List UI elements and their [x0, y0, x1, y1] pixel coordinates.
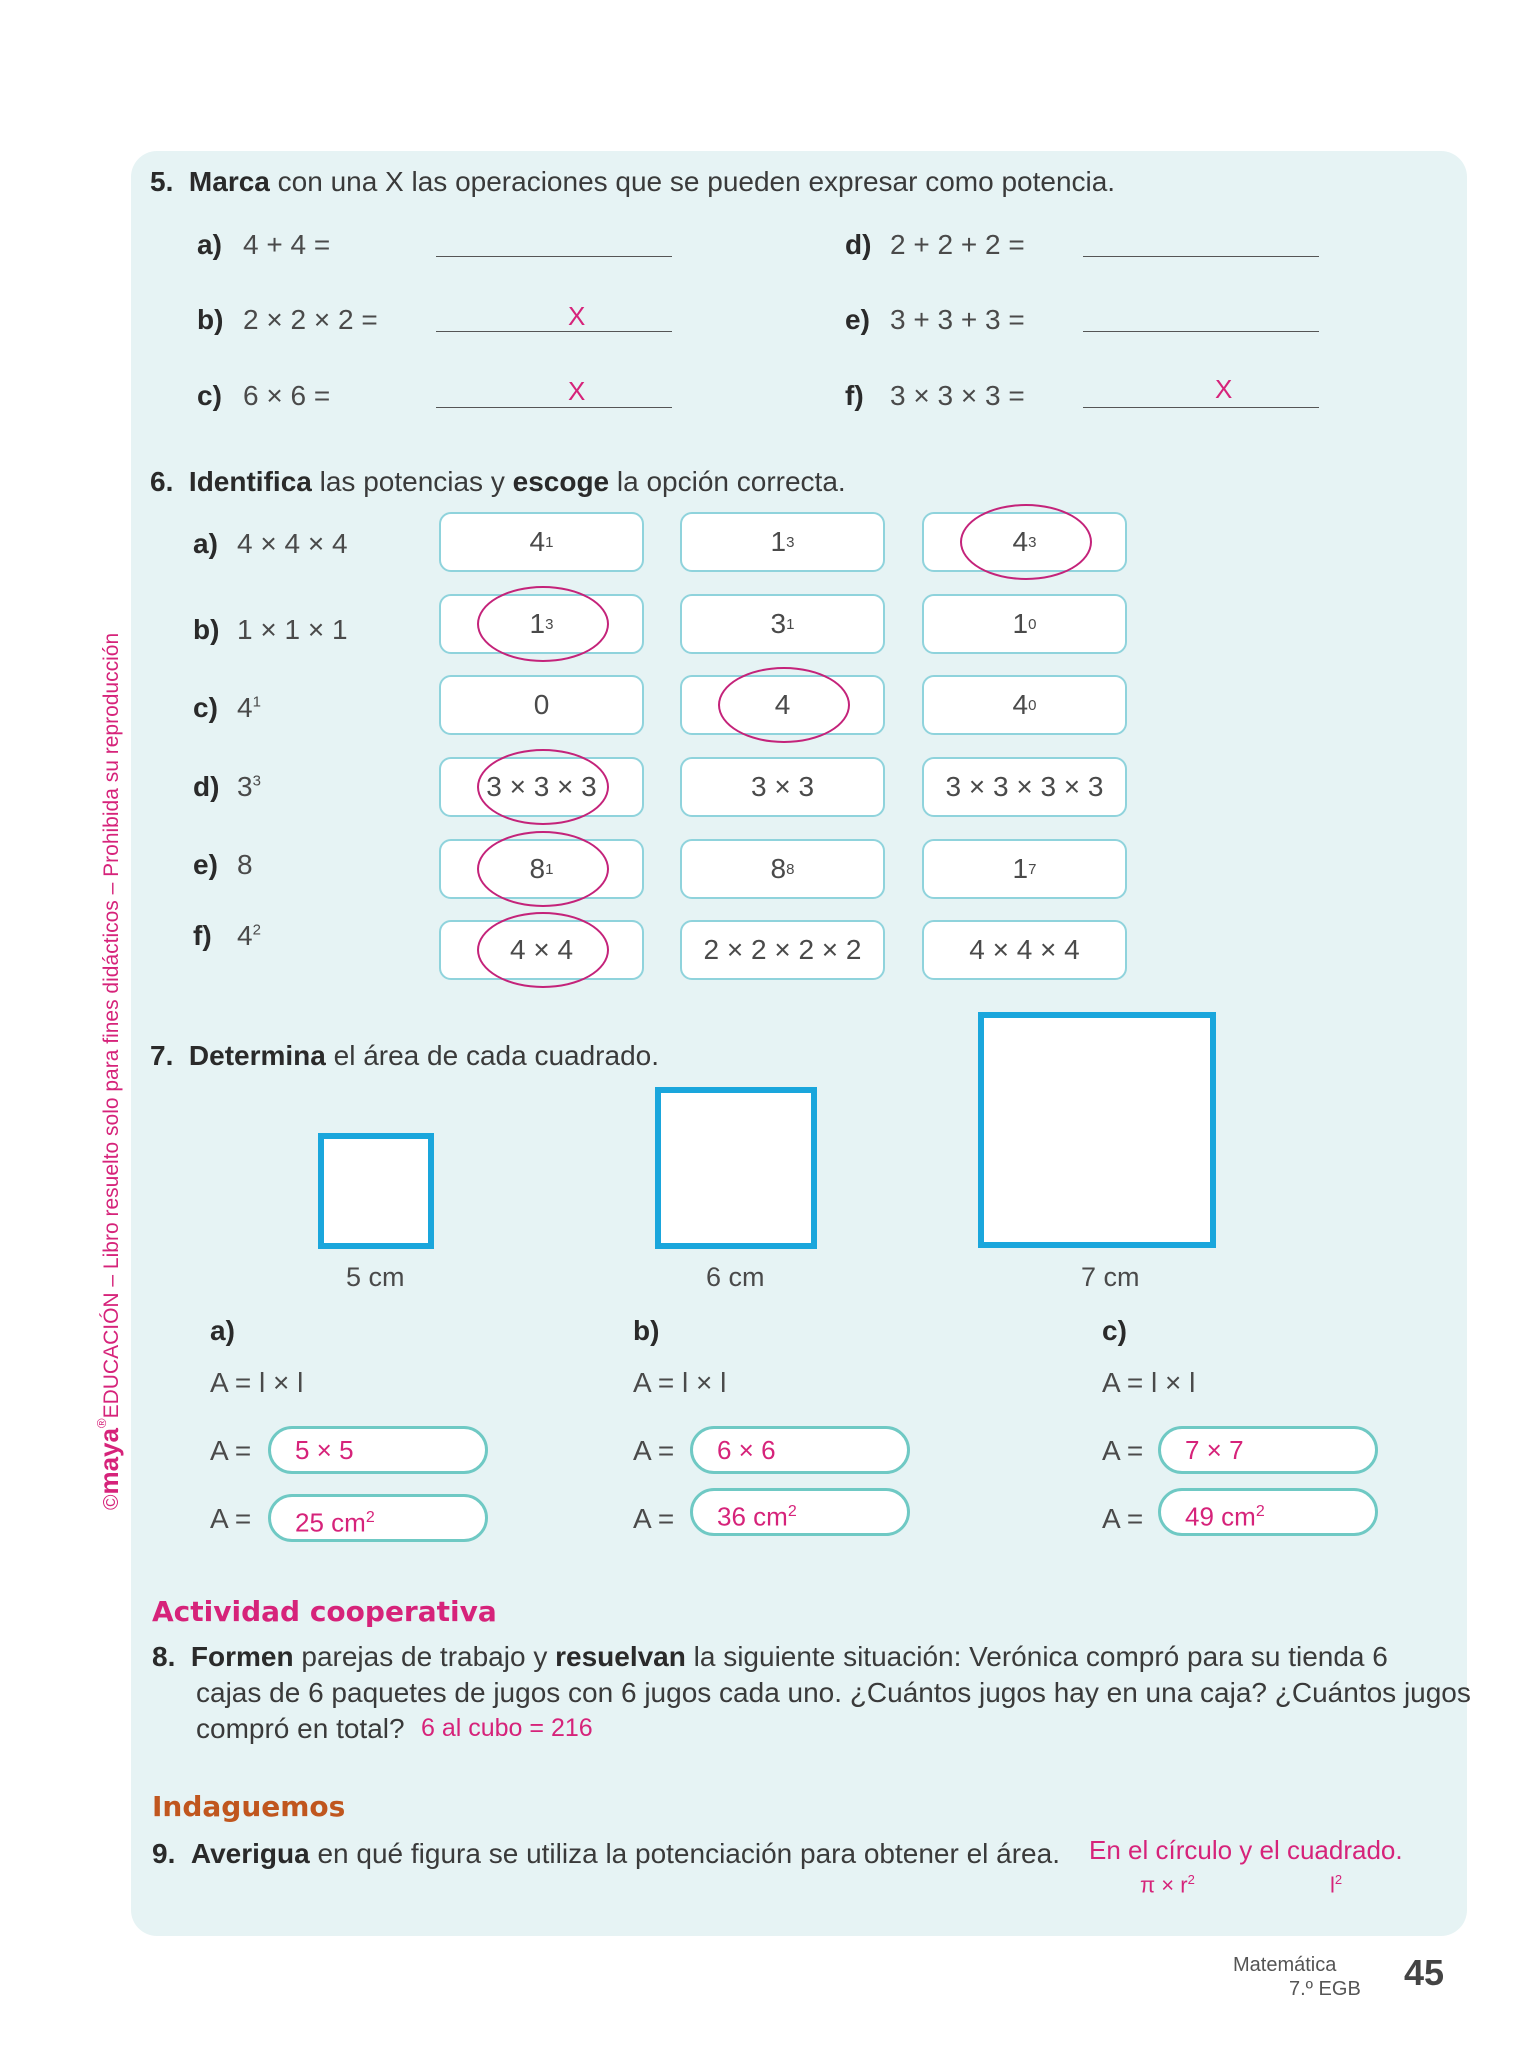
step-answer-box[interactable]: 7 × 7: [1158, 1426, 1378, 1474]
question-7-heading: 7. Determina el área de cada cuadrado.: [150, 1040, 659, 1071]
footer-grade: 7.º EGB: [1289, 1978, 1361, 2000]
option-box[interactable]: 3 × 3 × 3: [439, 757, 644, 817]
copyright-sidebar: ©maya®EDUCACIÓN – Libro resuelto solo para fines didácticos – Prohibida su reproducción: [94, 632, 124, 1510]
circle-area-formula: $\pi \times r^2$: [1140, 1872, 1195, 1898]
side-length-label: 6 cm: [706, 1262, 765, 1292]
option-box[interactable]: 8 8: [680, 839, 885, 899]
row-expression: $3^3$: [237, 771, 261, 802]
section-title-cooperativa: Actividad cooperativa: [152, 1595, 497, 1628]
option-box[interactable]: 4 × 4 × 4: [922, 920, 1127, 980]
answer-line[interactable]: [1083, 331, 1319, 332]
square-6cm: [655, 1087, 817, 1249]
option-box[interactable]: 1 3: [439, 594, 644, 654]
option-box[interactable]: 4 3: [922, 512, 1127, 572]
row-label: a): [193, 528, 218, 559]
question-8-line-3: compró en total?: [196, 1713, 405, 1744]
option-box[interactable]: 4 × 4: [439, 920, 644, 980]
option-box[interactable]: 4 0: [922, 675, 1127, 735]
option-box[interactable]: 2 × 2 × 2 × 2: [680, 920, 885, 980]
question-9: 9. Averigua en qué figura se utiliza la potenciación para obtener el área.: [152, 1838, 1060, 1869]
option-box[interactable]: 3 × 3: [680, 757, 885, 817]
row-label: b): [193, 614, 220, 645]
footer-subject: Matemática: [1233, 1954, 1337, 1976]
row-label: e): [193, 849, 218, 880]
square-7cm: [978, 1012, 1216, 1248]
side-length-label: 7 cm: [1081, 1262, 1140, 1292]
step-answer-box[interactable]: 5 × 5: [268, 1426, 488, 1474]
row-expression: $4^2$: [237, 920, 261, 951]
page-number: 45: [1404, 1952, 1445, 1993]
row-expression: 8: [237, 849, 253, 880]
result-answer-box[interactable]: 25 $cm^2$: [268, 1494, 488, 1542]
option-box[interactable]: 3 1: [680, 594, 885, 654]
square-area-formula: $l^2$: [1330, 1872, 1343, 1898]
option-box[interactable]: 1 0: [922, 594, 1127, 654]
x-mark: X: [568, 376, 586, 406]
option-box[interactable]: 4: [680, 675, 885, 735]
question-8-line-1: 8. Formen parejas de trabajo y resuelvan la siguiente situación: Verónica compró para su tienda 6: [152, 1641, 1388, 1672]
row-label: d): [193, 771, 220, 802]
result-answer-box[interactable]: 49 $cm^2$: [1158, 1488, 1378, 1536]
row-expression: $4^1$: [237, 692, 261, 723]
side-length-label: 5 cm: [346, 1262, 405, 1292]
x-mark: X: [568, 301, 586, 331]
row-expression: 4 × 4 × 4: [237, 528, 348, 559]
option-box[interactable]: 1 3: [680, 512, 885, 572]
row-expression: 1 × 1 × 1: [237, 614, 348, 645]
answer-line[interactable]: [1083, 407, 1319, 408]
option-box[interactable]: 1 7: [922, 839, 1127, 899]
answer-line[interactable]: [436, 256, 672, 257]
option-box[interactable]: 8 1: [439, 839, 644, 899]
row-label: f): [193, 920, 212, 951]
answer-line[interactable]: [1083, 256, 1319, 257]
result-answer-box[interactable]: 36 $cm^2$: [690, 1488, 910, 1536]
square-5cm: [318, 1133, 434, 1249]
question-5-heading: 5. Marca con una X las operaciones que se pueden expresar como potencia.: [150, 166, 1116, 197]
option-box[interactable]: 0: [439, 675, 644, 735]
option-box[interactable]: 4 1: [439, 512, 644, 572]
answer-line[interactable]: [436, 407, 672, 408]
question-6-heading: 6. Identifica las potencias y escoge la opción correcta.: [150, 466, 846, 497]
row-label: c): [193, 692, 218, 723]
x-mark: X: [1215, 374, 1233, 404]
answer-line[interactable]: [436, 331, 672, 332]
question-8-answer: 6 al cubo = 216: [421, 1714, 593, 1742]
question-8-line-2: cajas de 6 paquetes de jugos con 6 jugos cada uno. ¿Cuántos jugos hay en una caja? ¿Cuántos jugos: [196, 1677, 1471, 1708]
section-title-indaguemos: Indaguemos: [152, 1790, 346, 1823]
step-answer-box[interactable]: 6 × 6: [690, 1426, 910, 1474]
question-9-answer: En el círculo y el cuadrado.: [1089, 1835, 1403, 1865]
option-box[interactable]: 3 × 3 × 3 × 3: [922, 757, 1127, 817]
